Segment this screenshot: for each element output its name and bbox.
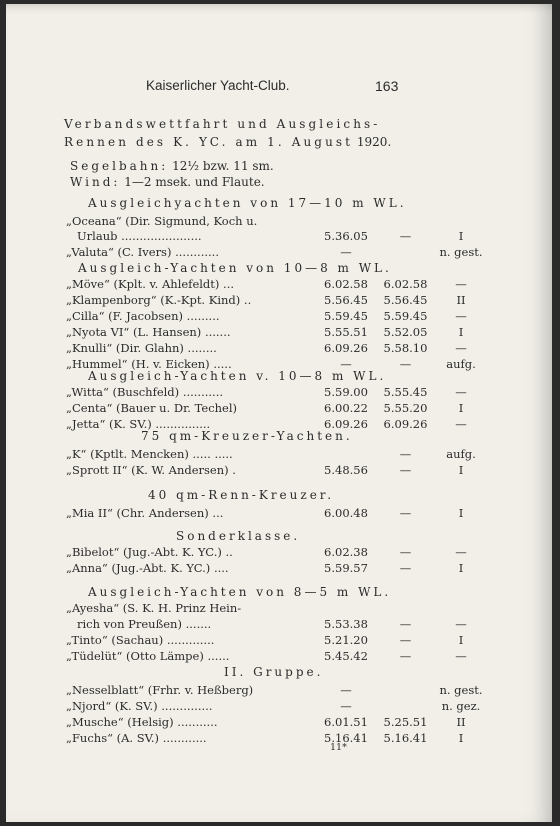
placing: n. gest.: [439, 245, 483, 259]
yacht-entry: „Jetta“ (K. SV.) ...............: [66, 417, 211, 431]
result-row: [66, 617, 486, 632]
placing: aufg.: [446, 357, 476, 371]
yacht-entry: rich von Preußen) .......: [66, 617, 212, 631]
elapsed-time: 5.59.00: [324, 385, 368, 399]
elapsed-time: —: [340, 699, 352, 713]
elapsed-time: 5.59.57: [324, 561, 368, 575]
result-row: [66, 325, 486, 340]
result-row: [66, 447, 486, 462]
elapsed-time: —: [340, 245, 352, 259]
corrected-time: —: [399, 229, 412, 243]
placing: n. gez.: [441, 699, 481, 713]
corrected-time: —: [399, 357, 412, 371]
corrected-time: —: [399, 545, 412, 559]
placing: aufg.: [446, 447, 476, 461]
result-row: [66, 385, 486, 400]
yacht-entry: „Mia II“ (Chr. Andersen) ...: [66, 506, 224, 520]
yacht-entry: „Valuta“ (C. Ivers) ............: [66, 245, 219, 259]
result-row: [66, 683, 486, 698]
elapsed-time: 6.02.58: [324, 277, 368, 291]
placing: n. gest.: [439, 683, 483, 697]
placing: —: [455, 649, 467, 663]
corrected-time: —: [399, 649, 412, 663]
placing: —: [455, 417, 467, 431]
section-heading: 40 qm-Renn-Kreuzer.: [148, 488, 335, 502]
corrected-time: 5.59.45: [383, 309, 428, 323]
segelbahn-line: [70, 159, 274, 173]
corrected-time: 5.55.45: [383, 385, 428, 399]
result-row: [66, 245, 486, 260]
wind-label: Wind:: [70, 175, 121, 189]
section-heading: II. Gruppe.: [224, 665, 324, 679]
segelbahn-value: 12½ bzw. 11 sm.: [172, 159, 274, 173]
placing: I: [458, 731, 464, 745]
section-heading: Ausgleich-Yachten von 8—5 m WL.: [88, 585, 392, 599]
corrected-time: 5.58.10: [383, 341, 428, 355]
placing: —: [455, 277, 467, 291]
placing: I: [458, 506, 464, 520]
result-row: [66, 357, 486, 372]
elapsed-time: 6.09.26: [324, 341, 368, 355]
result-row: [66, 633, 486, 648]
segelbahn-label: Segelbahn:: [70, 159, 169, 173]
corrected-time: 5.55.20: [383, 401, 428, 415]
placing: I: [458, 401, 464, 415]
elapsed-time: 6.01.51: [324, 715, 368, 729]
elapsed-time: —: [340, 683, 352, 697]
yacht-entry: „Hummel“ (H. v. Eicken) .....: [66, 357, 232, 371]
result-row: [66, 506, 486, 521]
placing: —: [455, 545, 467, 559]
corrected-time: —: [399, 561, 412, 575]
yacht-entry: „Cilla“ (F. Jacobsen) .........: [66, 309, 220, 323]
elapsed-time: 5.55.51: [324, 325, 368, 339]
elapsed-time: 6.00.22: [324, 401, 368, 415]
result-row: [66, 341, 486, 356]
elapsed-time: 5.45.42: [324, 649, 368, 663]
placing: —: [455, 341, 467, 355]
corrected-time: 5.25.51: [383, 715, 428, 729]
result-row: [66, 401, 486, 416]
placing: II: [456, 715, 466, 729]
yacht-entry: „Nesselblatt“ (Frhr. v. Heßberg): [66, 683, 254, 697]
running-header: Kaiserlicher Yacht-Club.: [146, 78, 290, 93]
result-row: [66, 601, 486, 616]
placing: —: [455, 309, 467, 323]
elapsed-time: —: [340, 357, 352, 371]
elapsed-time: 5.48.56: [324, 463, 368, 477]
elapsed-time: 5.21.20: [324, 633, 368, 647]
corrected-time: —: [399, 633, 412, 647]
yacht-entry: „Njord“ (K. SV.) ..............: [66, 699, 213, 713]
race-title-line2-text: Rennen des K. YC. am 1. August: [64, 135, 354, 149]
placing: I: [458, 463, 464, 477]
result-row: [66, 277, 486, 292]
section-heading: Sonderklasse.: [176, 529, 301, 543]
result-row: [66, 463, 486, 478]
corrected-time: —: [399, 617, 412, 631]
elapsed-time: 6.02.38: [324, 545, 368, 559]
yacht-entry: „Bibelot“ (Jug.-Abt. K. YC.) ..: [66, 545, 233, 559]
placing: —: [455, 617, 467, 631]
yacht-entry: „Witta“ (Buschfeld) ...........: [66, 385, 224, 399]
yacht-entry: Urlaub ......................: [66, 229, 202, 243]
corrected-time: 5.52.05: [383, 325, 428, 339]
section-heading: 75 qm-Kreuzer-Yachten.: [141, 429, 353, 443]
race-title-line1: Verbandswettfahrt und Ausgleichs-: [64, 117, 381, 131]
result-row: [66, 699, 486, 714]
wind-value: 1—2 msek. und Flaute.: [124, 175, 265, 189]
result-row: [66, 417, 486, 432]
elapsed-time: 5.36.05: [324, 229, 368, 243]
yacht-entry: „Sprott II“ (K. W. Andersen) .: [66, 463, 236, 477]
yacht-entry: „Möve“ (Kplt. v. Ahlefeldt) ...: [66, 277, 235, 291]
corrected-time: 5.16.41: [383, 731, 428, 745]
yacht-entry: „Anna“ (Jug.-Abt. K. YC.) ....: [66, 561, 229, 575]
corrected-time: 6.02.58: [383, 277, 428, 291]
corrected-time: —: [399, 463, 412, 477]
signature-mark: 11*: [330, 742, 347, 753]
page-number: 163: [375, 78, 399, 94]
yacht-entry: „Oceana“ (Dir. Sigmund, Koch u.: [66, 214, 258, 228]
yacht-entry: „Tinto“ (Sachau) .............: [66, 633, 215, 647]
race-title-year: 1920.: [356, 135, 392, 149]
yacht-entry: „Knulli“ (Dir. Glahn) ........: [66, 341, 217, 355]
result-row: [66, 214, 486, 229]
yacht-entry: „Fuchs“ (A. SV.) ............: [66, 731, 207, 745]
corrected-time: —: [399, 506, 412, 520]
elapsed-time: 5.56.45: [324, 293, 368, 307]
section-heading: Ausgleichyachten von 17—10 m WL.: [88, 196, 407, 210]
corrected-time: 6.09.26: [383, 417, 428, 431]
result-row: [66, 731, 486, 746]
wind-line: [70, 175, 265, 189]
result-row: [66, 229, 486, 244]
elapsed-time: 6.00.48: [324, 506, 368, 520]
placing: II: [456, 293, 466, 307]
race-title-line2: [64, 135, 391, 149]
section-heading: Ausgleich-Yachten von 10—8 m WL.: [78, 261, 392, 275]
yacht-entry: „Tüdelüt“ (Otto Lämpe) ......: [66, 649, 230, 663]
yacht-entry: „Klampenborg“ (K.-Kpt. Kind) ..: [66, 293, 252, 307]
elapsed-time: 5.16.41: [324, 731, 368, 745]
placing: I: [458, 325, 464, 339]
placing: I: [458, 561, 464, 575]
result-row: [66, 545, 486, 560]
yacht-entry: „Ayesha“ (S. K. H. Prinz Hein-: [66, 601, 242, 615]
yacht-entry: „Centa“ (Bauer u. Dr. Techel): [66, 401, 238, 415]
placing: I: [458, 229, 464, 243]
book-page: [6, 4, 552, 822]
placing: —: [455, 385, 467, 399]
placing: I: [458, 633, 464, 647]
yacht-entry: „K“ (Kptlt. Mencken) ..... .....: [66, 447, 233, 461]
corrected-time: 5.56.45: [383, 293, 428, 307]
yacht-entry: „Musche“ (Helsig) ...........: [66, 715, 218, 729]
result-row: [66, 649, 486, 664]
elapsed-time: 6.09.26: [324, 417, 368, 431]
corrected-time: —: [399, 447, 412, 461]
result-row: [66, 715, 486, 730]
result-row: [66, 293, 486, 308]
result-row: [66, 309, 486, 324]
section-heading: Ausgleich-Yachten v. 10—8 m WL.: [88, 369, 387, 383]
elapsed-time: 5.53.38: [324, 617, 368, 631]
elapsed-time: 5.59.45: [324, 309, 368, 323]
result-row: [66, 561, 486, 576]
yacht-entry: „Nyota VI“ (L. Hansen) .......: [66, 325, 231, 339]
